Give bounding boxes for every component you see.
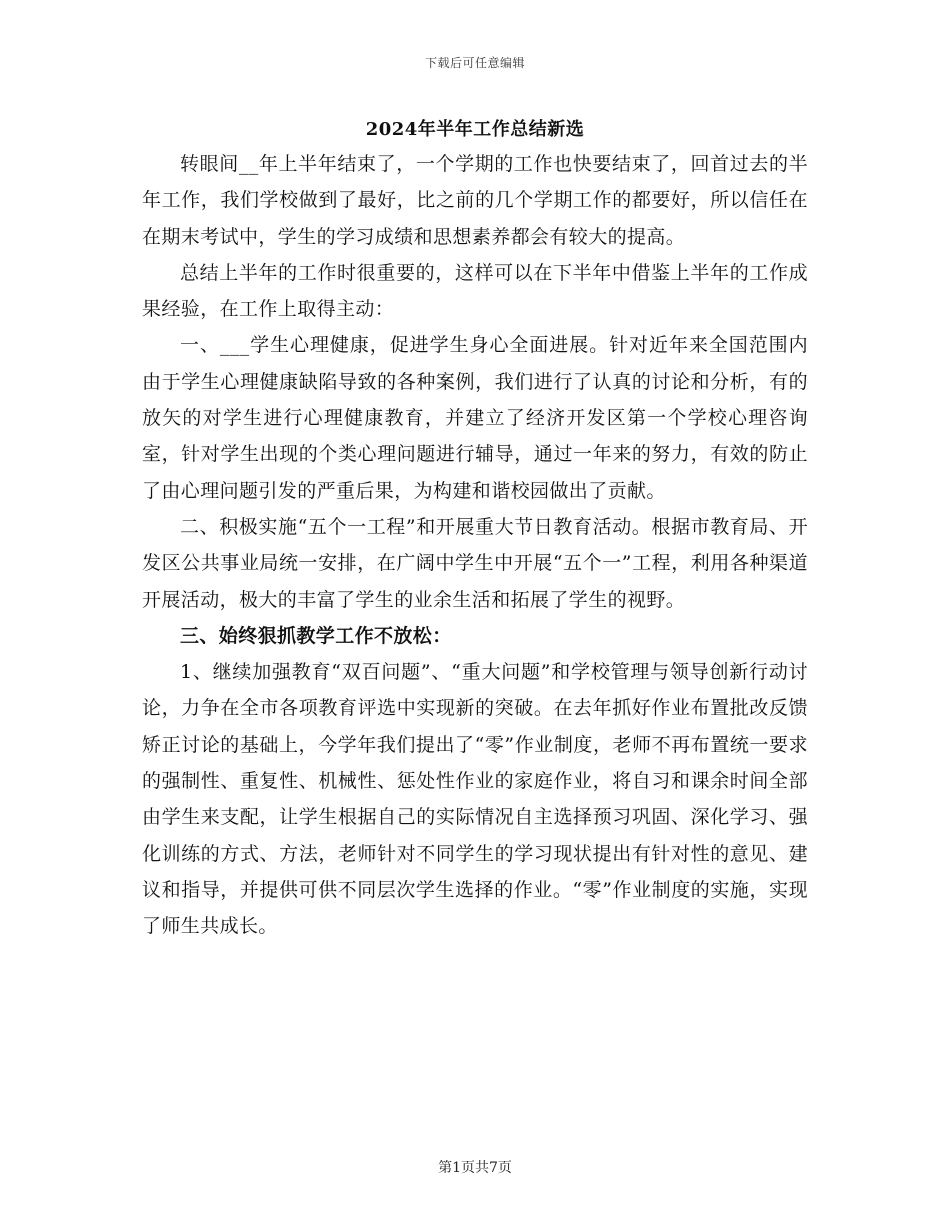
paragraph-intro: 转眼间__年上半年结束了，一个学期的工作也快要结束了，回首过去的半年工作，我们学校做到了最好，比之前的几个学期工作的都要好，所以信任在在期末考试中，学生的学习成绩和思想素养都会有较大的提高。 bbox=[142, 153, 808, 248]
paragraph-section-1: 一、___学生心理健康，促进学生身心全面进展。针对近年来全国范围内由于学生心理健康缺陷导致的各种案例，我们进行了认真的讨论和分析，有的放矢的对学生进行心理健康教育，并建立了经济开发区第一个学校心理咨询室，针对学生出现的个类心理问题进行辅导，通过一年来的努力，有效的防止了由心理问题引发的严重后果，为构建和谐校园做出了贡献。 bbox=[142, 334, 808, 502]
paragraph-item-1: 1、继续加强教育“双百问题”、“重大问题”和学校管理与领导创新行动讨论，力争在全市各项教育评选中实现新的突破。在去年抓好作业布置批改反馈矫正讨论的基础上，今学年我们提出了“零”作业制度，老师不再布置统一要求的强制性、重复性、机械性、惩处性作业的家庭作业，将自习和课余时间全部由学生来支配，让学生根据自己的实际情况自主选择预习巩固、深化学习、强化训练的方式、方法，老师针对不同学生的学习现状提出有针对性的意见、建议和指导，并提供可供不同层次学生选择的作业。“零”作业制度的实施，实现了师生共成长。 bbox=[142, 661, 808, 938]
document-body bbox=[142, 146, 808, 945]
document-title: 2024年半年工作总结新选 bbox=[365, 119, 585, 140]
page-footer: 第1页共7页 bbox=[438, 1160, 512, 1176]
paragraph-summary: 总结上半年的工作时很重要的，这样可以在下半年中借鉴上半年的工作成果经验，在工作上取得主动： bbox=[142, 261, 808, 321]
section-heading-3: 三、始终狠抓教学工作不放松： bbox=[180, 624, 452, 647]
paragraph-section-2: 二、积极实施“五个一工程”和开展重大节日教育活动。根据市教育局、开发区公共事业局统一安排，在广阔中学生中开展“五个一”工程，利用各种渠道开展活动，极大的丰富了学生的业余生活和拓展了学生的视野。 bbox=[142, 515, 808, 611]
header-note: 下载后可任意编辑 bbox=[424, 56, 525, 70]
